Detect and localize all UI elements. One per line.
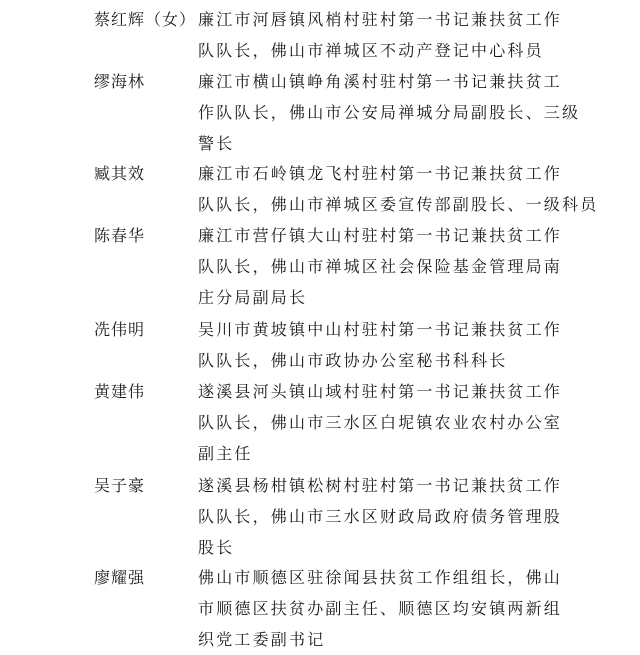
person-name: 缪海林 <box>94 72 146 91</box>
person-role <box>198 376 562 469</box>
person-role <box>198 4 562 66</box>
role-line: 副主任 <box>198 444 253 463</box>
role-line: 市顺德区扶贫办副主任、顺德区均安镇两新组 <box>198 599 563 618</box>
role-line: 佛山市顺德区驻徐闻县扶贫工作组组长，佛山 <box>198 568 563 587</box>
role-line: 吴川市黄坡镇中山村驻村第一书记兼扶贫工作 <box>198 320 563 339</box>
role-line: 廉江市石岭镇龙飞村驻村第一书记兼扶贫工作 <box>198 164 563 183</box>
person-name: 廖耀强 <box>94 568 146 587</box>
role-line: 队队长，佛山市禅城区不动产登记中心科员 <box>198 41 544 60</box>
role-line: 庄分局副局长 <box>198 288 308 307</box>
role-line: 织党工委副书记 <box>198 630 326 649</box>
person-name: 黄建伟 <box>94 382 146 401</box>
person-name: 吴子豪 <box>94 476 146 495</box>
role-line: 队队长，佛山市禅城区社会保险基金管理局南 <box>198 257 563 276</box>
person-name: 陈春华 <box>94 226 146 245</box>
role-line: 队队长，佛山市政协办公室秘书科科长 <box>198 351 508 370</box>
person-name: 冼伟明 <box>94 320 146 339</box>
role-line: 廉江市河唇镇风梢村驻村第一书记兼扶贫工作 <box>198 10 563 29</box>
role-line: 遂溪县杨柑镇松树村驻村第一书记兼扶贫工作 <box>198 476 563 495</box>
person-role <box>198 158 598 220</box>
role-line: 队队长，佛山市禅城区委宣传部副股长、一级科员 <box>198 195 599 214</box>
person-role <box>198 314 562 376</box>
role-line: 廉江市营仔镇大山村驻村第一书记兼扶贫工作 <box>198 226 563 245</box>
person-role <box>198 562 562 655</box>
role-line: 廉江市横山镇峥角溪村驻村第一书记兼扶贫工 <box>198 72 563 91</box>
role-line: 队队长，佛山市三水区白坭镇农业农村办公室 <box>198 413 563 432</box>
role-line: 警长 <box>198 134 235 153</box>
person-name: 蔡红辉（女） <box>94 10 197 29</box>
person-role <box>198 220 562 313</box>
role-line: 队队长，佛山市三水区财政局政府债务管理股 <box>198 507 563 526</box>
person-role <box>198 470 562 563</box>
person-role <box>198 66 580 159</box>
role-line: 遂溪县河头镇山域村驻村第一书记兼扶贫工作 <box>198 382 563 401</box>
person-name: 臧其效 <box>94 164 146 183</box>
role-line: 作队队长，佛山市公安局禅城分局副股长、三级 <box>198 103 581 122</box>
role-line: 股长 <box>198 538 235 557</box>
